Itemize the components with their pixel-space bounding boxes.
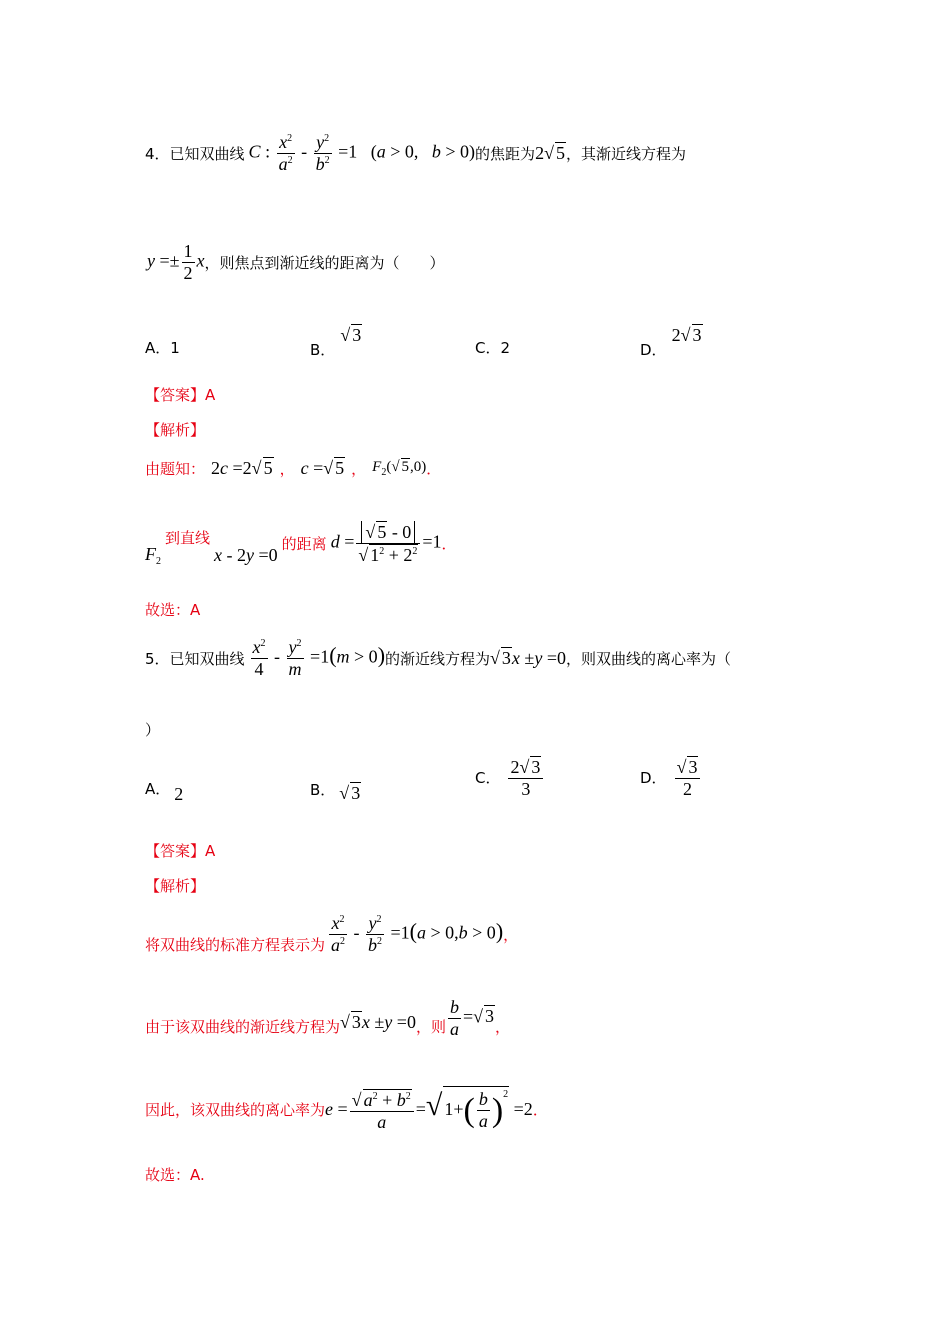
q4-sol1-eq1: 2c =2√ 5 bbox=[211, 458, 273, 478]
q5-option-c[interactable] bbox=[475, 756, 545, 799]
q4-option-c-label: C． bbox=[475, 339, 501, 357]
q5-sol2-prefix: 由于该双曲线的渐近线方程为 bbox=[145, 1017, 341, 1036]
q4-option-d-label: D． bbox=[640, 341, 667, 359]
q5-sol1-standard-equation: $\frac{x^2}{a^2}$ - $\frac{y^2}{b^2}$ =1(a > 0,b > 0) bbox=[331, 912, 504, 955]
q5-solution-line2 bbox=[145, 992, 510, 1044]
q4-sol2-distance-formula: d = $\frac{√ 5 - 0}{√ 1^2 + 2^2}$ =1 bbox=[330, 521, 442, 565]
q5-answer: 【答案】A bbox=[145, 842, 216, 860]
q4-solution-line2 bbox=[145, 510, 457, 576]
q4-sol2-mid2: 的距离 bbox=[281, 534, 327, 553]
q4-hyperbola-equation: C : $\frac{x^2}{a^2}$ - $\frac{y^2}{b^2}$ =1 (a > 0, b > 0) bbox=[248, 131, 476, 174]
q4-stem-prefix: 4．已知双曲线 bbox=[145, 144, 245, 163]
q5-stem-line2: ） bbox=[145, 721, 161, 739]
q5-sol3-end: ． bbox=[532, 1100, 548, 1119]
q4-sol2-mid1: 到直线 bbox=[165, 528, 211, 547]
q5-sol2-mid: ，则 bbox=[415, 1017, 446, 1036]
q5-sol3-prefix: 因此，该双曲线的离心率为 bbox=[145, 1100, 326, 1119]
q5-stem-line1 bbox=[145, 634, 731, 682]
q4-sol2-end: ． bbox=[441, 534, 457, 553]
q5-stem-prefix: 5．已知双曲线 bbox=[145, 649, 245, 668]
q5-analysis-title: 【解析】 bbox=[145, 877, 206, 895]
q4-option-a-label: A． bbox=[145, 339, 171, 357]
q5-solution-line1 bbox=[145, 908, 518, 960]
q5-option-a-value: 2 bbox=[174, 784, 184, 804]
q5-option-d-value: $\frac{√ 3}{2}$ bbox=[673, 756, 703, 799]
q5-option-a-label: A． bbox=[145, 780, 171, 798]
q5-option-b-label: B． bbox=[310, 781, 336, 799]
q5-asymptote-equation: √ 3x ±y =0 bbox=[490, 648, 566, 668]
q4-stem-line1 bbox=[145, 130, 686, 176]
q4-choose: 故选：A bbox=[145, 601, 201, 619]
q5-option-c-label: C． bbox=[475, 769, 501, 788]
q4-option-d[interactable] bbox=[640, 324, 703, 359]
q5-sol2-end: ， bbox=[495, 1017, 511, 1036]
q5-option-d-label: D． bbox=[640, 769, 667, 788]
q5-stem-suffix: ，则双曲线的离心率为（ bbox=[565, 649, 731, 668]
q4-sol1-eq2: c =√ 5 bbox=[300, 458, 345, 478]
q4-stem-suffix: ，其渐近线方程为 bbox=[565, 144, 686, 163]
q5-sol1-prefix: 将双曲线的标准方程表示为 bbox=[145, 935, 326, 954]
q4-sol1-sep2: ， bbox=[351, 459, 367, 478]
q4-sol1-end: ． bbox=[426, 459, 442, 478]
q5-solution-line3 bbox=[145, 1078, 548, 1140]
q5-stem-mid: 的渐近线方程为 bbox=[385, 649, 491, 668]
q4-sol1-prefix: 由题知： bbox=[145, 459, 206, 478]
q5-sol3-eccentricity-formula: e = $\frac{√ a^2 + b^2}{a}$ =√ 1+( $\frac{b}{a}$ )$^2$ =2 bbox=[325, 1086, 533, 1133]
q4-solution-line1 bbox=[145, 451, 441, 485]
q4-option-b-label: B． bbox=[310, 341, 336, 359]
q4-option-c[interactable] bbox=[475, 337, 510, 358]
q4-stem-line2-suffix: ，则焦点到渐近线的距离为（ ） bbox=[204, 253, 445, 272]
q4-stem-mid: 的焦距为 bbox=[475, 144, 536, 163]
q5-option-c-value: $\frac{2√ 3}{3}$ bbox=[506, 756, 545, 799]
q5-sol2-asymptote: √ 3x ±y =0 bbox=[340, 1012, 416, 1032]
q4-focal-distance: 2√ 5 bbox=[535, 143, 565, 163]
q4-option-b-value: √ 3 bbox=[340, 325, 362, 345]
q4-stem-line2 bbox=[147, 240, 445, 284]
q5-sol1-end: ， bbox=[503, 925, 519, 944]
q4-sol1-focus: $F_2(√$ 5,0) bbox=[372, 459, 427, 478]
q5-option-b[interactable] bbox=[310, 778, 361, 803]
q4-sol2-focus: $F_2$ bbox=[145, 543, 161, 567]
q5-option-b-value: √ 3 bbox=[339, 783, 361, 803]
q4-option-a-value: 1 bbox=[170, 339, 180, 357]
q5-sol2-ratio: $\frac{b}{a}$ =√ 3 bbox=[449, 996, 495, 1039]
q4-option-a[interactable] bbox=[145, 337, 180, 358]
q4-option-c-value: 2 bbox=[500, 339, 511, 357]
q5-option-a[interactable] bbox=[145, 778, 184, 804]
q5-option-d[interactable] bbox=[640, 756, 702, 799]
q4-asymptote-equation: y =± $\frac{1}{2}$ x bbox=[147, 240, 205, 283]
q4-option-d-value: 2√ 3 bbox=[671, 325, 702, 345]
q4-sol2-line-eq: x - 2y =0 bbox=[214, 544, 278, 565]
q5-hyperbola-equation: $\frac{x^2}{4}$ - $\frac{y^2}{m}$ =1(m > 0) bbox=[252, 636, 386, 679]
q4-analysis-title: 【解析】 bbox=[145, 421, 206, 439]
q5-choose: 故选：A. bbox=[145, 1166, 205, 1184]
q4-answer: 【答案】A bbox=[145, 386, 216, 404]
q4-option-b[interactable] bbox=[310, 324, 362, 359]
q4-sol1-sep1: ， bbox=[279, 459, 295, 478]
